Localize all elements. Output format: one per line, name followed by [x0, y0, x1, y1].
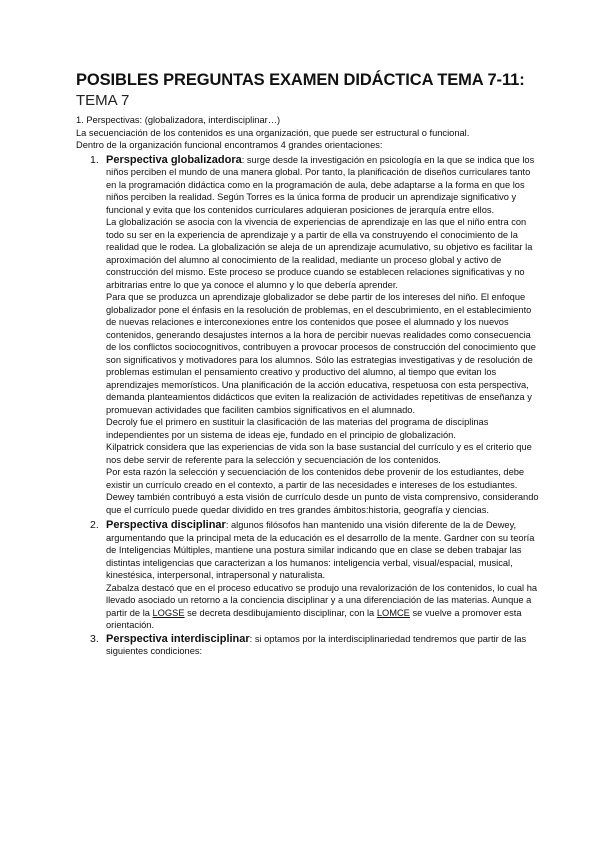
paragraph: Decroly fue el primero en sustituir la clasificación de las materias del programa de disciplinas independientes por un sistema de ideas eje, fundado en el principio de globalización.: [106, 417, 489, 440]
paragraph: Para que se produzca un aprendizaje globalizador se debe partir de los intereses del niño. El enfoque globalizador pone el énfasis en la resolución de problemas, en el descubrimiento, en el establecimiento de nuevas relaciones e interconexiones entre los contenidos que posee el alumnado y los nuevos contenidos, generando desajustes internos a la hora de percibir nuevas realidades como consecuencia de los conflictos sociocognitivos, contribuyen a provocar procesos de construcción del conocimiento que son significativos y motivadores para los alumnos. Sólo las estrategias investigativas y de resolución de problemas estimulan el pensamiento creativo y productivo del alumno, al tiempo que evitan los aprendizajes memorísticos. Una planificación de la acción educativa, respetuosa con esta perspectiva, demanda planteamientos didácticos que eviten la realización de actividades repetitivas de enseñanza y promuevan actividades que faciliten cambios significativos en el alumnado.: [106, 292, 536, 415]
section-title: TEMA 7: [76, 92, 130, 109]
document-title: POSIBLES PREGUNTAS EXAMEN DIDÁCTICA TEMA 7-11:: [76, 71, 525, 89]
paragraph: Dewey también contribuyó a esta visión de currículo desde un punto de vista comprensivo, considerando que el currículo puede quedar dividido en tres grandes ámbitos:historia, geografía y ciencias.: [106, 492, 539, 515]
paragraph: [106, 582, 540, 632]
item-heading: Perspectiva globalizadora: [106, 153, 242, 166]
item-heading: Perspectiva interdisciplinar: [106, 632, 250, 645]
paragraph: La globalización se asocia con la vivencia de experiencias de aprendizaje en las que el niño entra con todo su ser en la experiencia de aprendizaje y a partir de ella va construyendo el conocimiento de la realidad que le rodea. La globalización se aleja de un aprendizaje acumulativo, su objetivo es facilitar la aproximación del alumno al conocimiento de la realidad, mediante un proceso global y activo de construcción del mismo. Este proceso se produce cuando se establecen relaciones significativas y no arbitrarias entre lo que ya conoce el alumno y lo que debería aprender.: [106, 217, 533, 290]
question-heading: 1. Perspectivas: (globalizadora, interdisciplinar…): [76, 115, 281, 125]
item-text: : algunos filósofos han mantenido una visión diferente de la de Dewey, argumentando que la principal meta de la educación es el desarrollo de la mente. Gardner con su teoría de Inteligencias Múltiples, mantiene una postura similar indicando que en clase se deben trabajar las distintas inteligencias que caracterizan a los humanos: inteligencia verbal, visual/espacial, musical, kinestésica, interpersonal, intrapersonal y naturalista.: [106, 520, 535, 580]
paragraph: Kilpatrick considera que las experiencias de vida son la base sustancial del currículo y es el criterio que nos debe servir de referente para la selección y secuenciación de los contenidos.: [106, 442, 532, 465]
paragraph-text: se vuelve a promover esta orientación.: [106, 607, 522, 630]
list-item: [76, 519, 540, 632]
list-number: 1.: [90, 153, 99, 166]
perspectives-list: [76, 154, 540, 658]
logse-link[interactable]: LOGSE: [152, 607, 185, 618]
paragraph-text: se decreta desdibujamiento disciplinar, con la: [184, 607, 377, 618]
list-number: 3.: [90, 632, 99, 645]
paragraph-text: Zabalza destacó que en el proceso educativo se produjo una revalorización de los contenidos, lo cual ha llevado asociado un retorno a la conciencia disciplinar y a una diferenciación de las materias. Aunque a partir de la: [106, 582, 538, 618]
list-item: [76, 633, 540, 658]
paragraph: Por esta razón la selección y secuenciación de los contenidos debe provenir de los estudiantes, debe existir un currículo creado en el contexto, a partir de las necesidades e intereses de los estudiantes.: [106, 467, 525, 490]
item-text: : si optamos por la interdisciplinariedad tendremos que partir de las siguientes condiciones:: [106, 633, 527, 656]
intro-text: La secuenciación de los contenidos es una organización, que puede ser estructural o funcional.: [76, 127, 470, 138]
lomce-link[interactable]: LOMCE: [376, 607, 410, 618]
item-text: : surge desde la investigación en psicología en la que se indica que los niños perciben el mundo de una manera global. Por tanto, la planificación de diseños curriculares tanto en la programación didáctica como en la programación de aula, debe adaptarse a la forma en que los niños perciben la realidad. Según Torres es la única forma de producir un aprendizaje significativo y funcional y evita que los contenidos curriculares adquieran posiciones de jerarquía entre ellos.: [106, 154, 535, 215]
item-heading: Perspectiva disciplinar: [106, 519, 226, 531]
intro-text: Dentro de la organización funcional encontramos 4 grandes orientaciones:: [76, 140, 383, 150]
list-item: [76, 154, 540, 517]
list-number: 2.: [90, 519, 99, 531]
